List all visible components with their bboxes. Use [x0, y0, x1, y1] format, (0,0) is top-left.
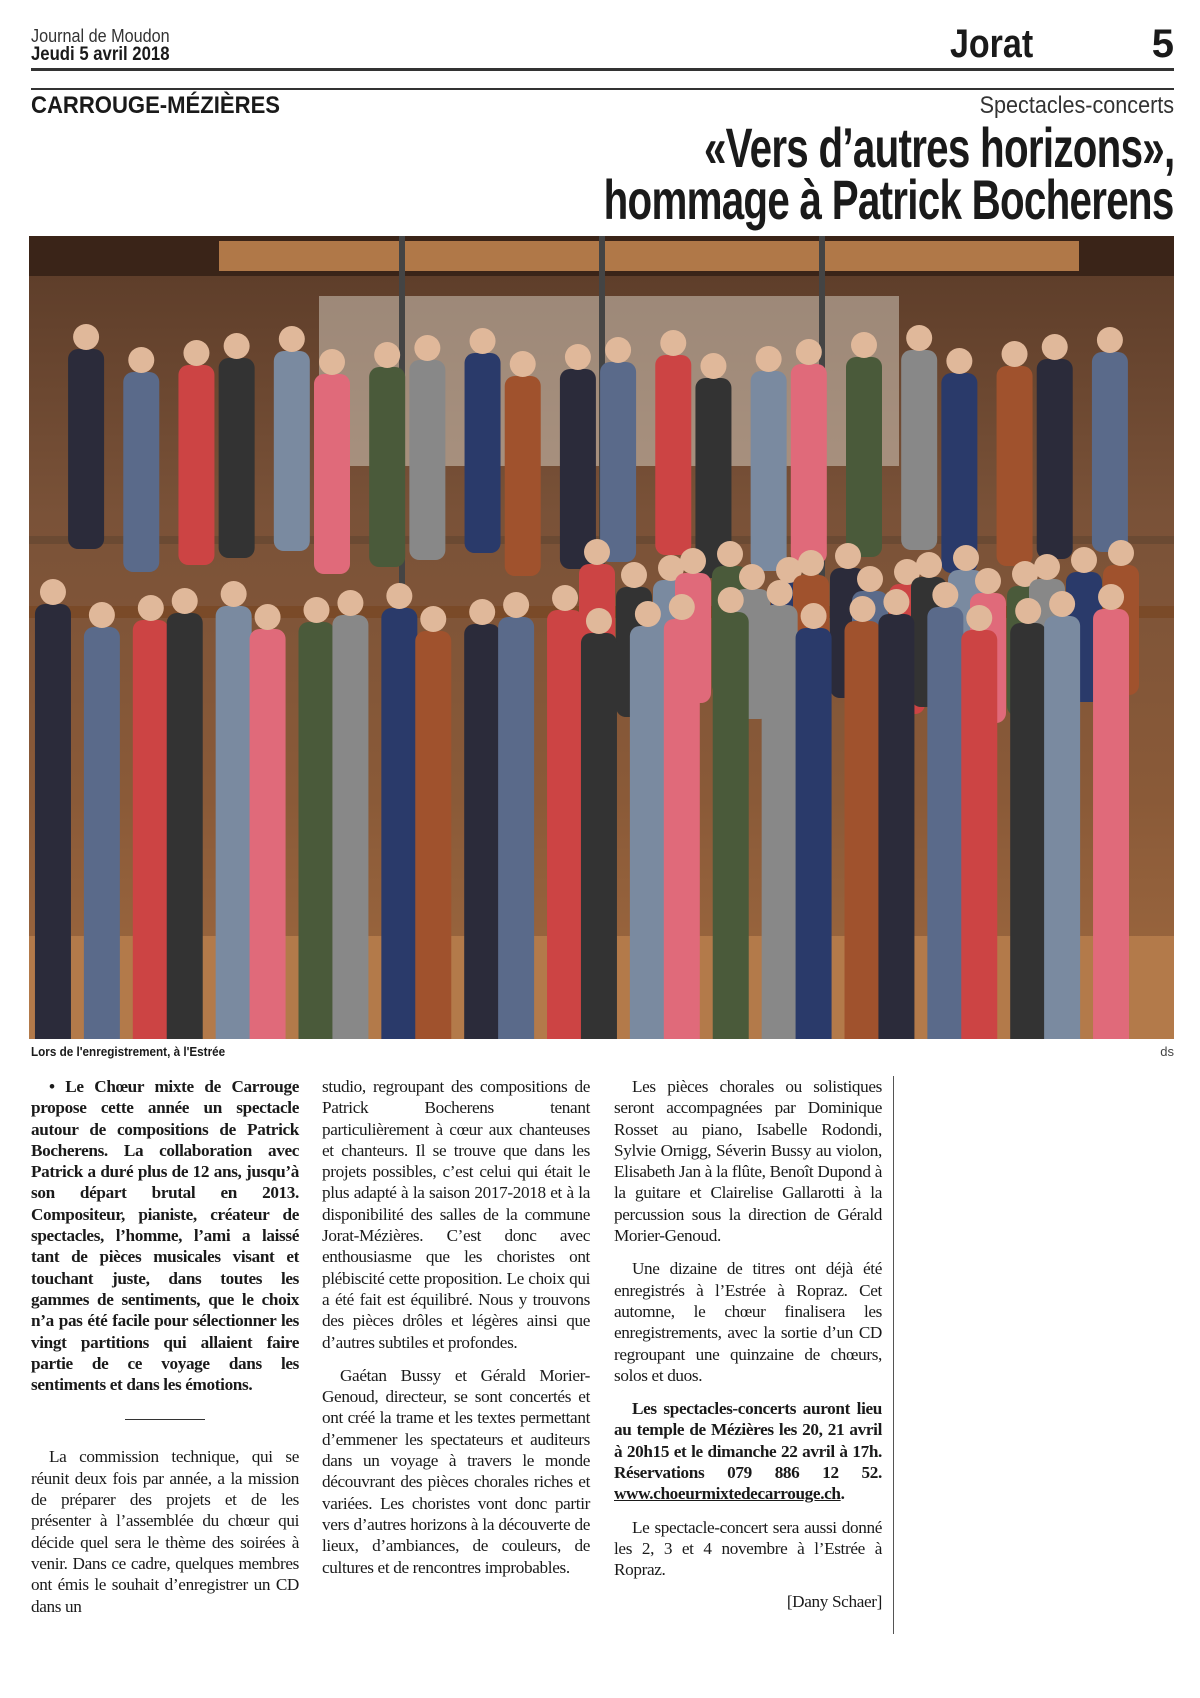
header-rule: [31, 68, 1174, 71]
article-column-1: [31, 1076, 299, 1617]
photo-caption: Lors de l'enregistrement, à l'Estrée: [31, 1044, 226, 1059]
choir-group-photo: [29, 236, 1174, 1039]
photo-credit: ds: [1160, 1044, 1174, 1059]
article-paragraph: Les pièces chorales ou solistiques seront accompagnées par Dominique Rosset au piano, Isabelle Rodondi, Sylvie Ornigg, Séverin Bussy au violon, Elisabeth Jan à la flûte, Benoît Dupond à la guitare et Clairelise Gallarotti à la percussion sous la direction de Gérald Morier-Genoud.: [614, 1077, 882, 1246]
article-paragraph: studio, regroupant des compositions de Patrick Bocherens tenant particulièrement à cœur aux chanteuses et chanteurs. Il se trouve que dans les projets possibles, c’est celui qui était le plus adapté à la saison 2017-2018 et à la disponibilité des salles de la commune Jorat-Mézières. C’est donc avec enthousiasme que les choristes ont plébiscité cette proposition. Le choix qui a été fait est équilibré. Nous y trouvons des pièces drôles et légères ainsi que d’autres subtiles et profondes.: [322, 1077, 590, 1352]
author-signature: [Dany Schaer]: [786, 1591, 882, 1611]
article-paragraph: Le spectacle-concert sera aussi donné les 2, 3 et 4 novembre à l’Estrée à Ropraz.: [614, 1517, 882, 1580]
issue-date: Jeudi 5 avril 2018: [31, 44, 170, 65]
article-column-2: [322, 1076, 590, 1578]
article-column-3: [614, 1076, 882, 1612]
punctuation: .: [840, 1484, 845, 1504]
page-number: 5: [1151, 22, 1174, 66]
headline-line-1: «Vers d’autres horizons»,: [703, 116, 1174, 179]
section-title: Jorat: [950, 22, 1034, 66]
locality-label: CARROUGE-MÉZIÈRES: [31, 92, 281, 119]
article-paragraph: La commission technique, qui se réunit deux fois par année, a la mission de préparer des projets et de les présenter à l’assemblée du chœur qui décide quel sera le thème des soirées à venir. Dans ce cadre, quelques membres ont émis le souhait d’enregistrer un CD dans un: [31, 1447, 299, 1616]
event-details: Les spectacles-concerts auront lieu au temple de Mézières les 20, 21 avril à 20h15 et le dimanche 22 avril à 17h. Réservations 079 886 12 52.: [614, 1399, 882, 1483]
article-paragraph: Une dizaine de titres ont déjà été enregistrés à l’Estrée à Ropraz. Cet automne, le chœur finalisera les enregistrements, avec la sortie d’un CD regroupant une quinzaine de chœurs, solos et duos.: [614, 1259, 882, 1385]
event-info: [614, 1398, 882, 1504]
website-link[interactable]: www.choeurmixtedecarrouge.ch: [614, 1484, 841, 1504]
newspaper-name: Journal de Moudon: [31, 26, 170, 46]
article-lead: • Le Chœur mixte de Carrouge propose cette année un spectacle autour de compositions de Patrick Bocherens. La collaboration avec Patrick a duré plus de 12 ans, jusqu’à son départ brutal en 2013. Compositeur, pianiste, créateur de spectacles, l’homme, l’ami a laissé tant de pièces musicales visant et touchant juste, dans toutes les gammes de sentiments, que le choix n’a pas été facile pour sélectionner les vingt partitions qui allaient faire partie de ce voyage dans les sentiments et dans les émotions.: [31, 1077, 299, 1395]
article-paragraph: Gaétan Bussy et Gérald Morier-Genoud, directeur, se sont concertés et ont créé la trame et les textes permettant d’emmener les spectateurs et auditeurs dans un voyage à travers le monde découvrant des pièces chorales riches et variées. Les choristes vont donc partir vers d’autres horizons à la découverte de lieux, d’ambiances, de couleurs, de cultures et de rencontres improbables.: [322, 1365, 590, 1577]
article-kicker: Spectacles-concerts: [979, 92, 1174, 119]
column-rule: [893, 1076, 894, 1634]
section-rule: [31, 88, 1174, 90]
headline-line-2: hommage à Patrick Bocherens: [604, 168, 1174, 231]
paragraph-separator: [125, 1419, 205, 1420]
